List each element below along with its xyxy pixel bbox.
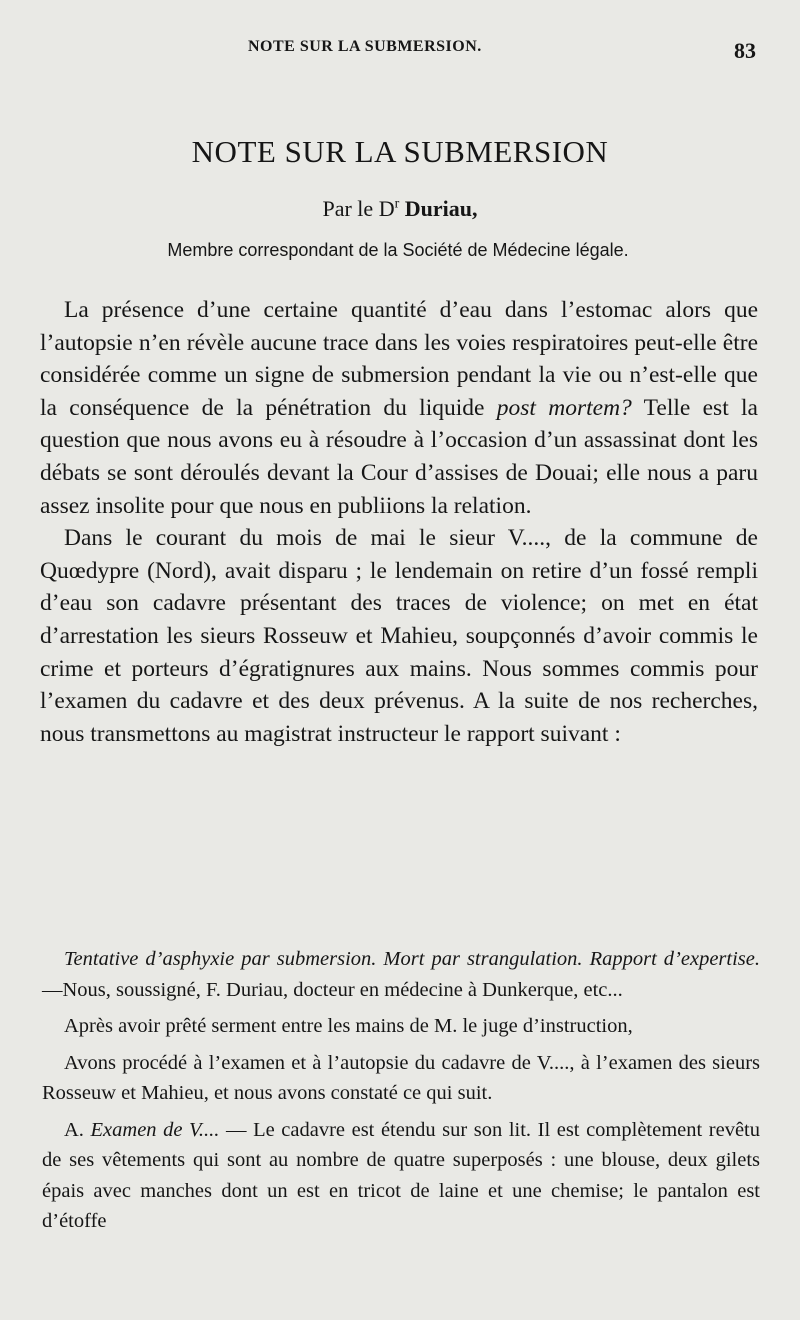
author-name: Duriau, bbox=[404, 196, 478, 221]
report-heading-text: —Nous, soussigné, F. Duriau, docteur en médecine à Dunkerque, etc... bbox=[42, 978, 623, 1001]
paragraph-2: Dans le courant du mois de mai le sieur V...., de la commune de Quœdypre (Nord), avait disparu ; le lendemain on retire d’un fossé rempli d’eau son cadavre présentant des traces de violence; on met en état d’arrestation les sieurs Rosseuw et Mahieu, soupçonnés d’avoir commis le crime et porteurs d’égratignures aux mains. Nous sommes commis pour l’examen du cadavre et des deux prévenus. A la suite de nos recherches, nous transmettons au magistrat instructeur le rapport suivant : bbox=[40, 525, 758, 747]
report-paragraph-4 bbox=[42, 1115, 760, 1237]
p1-text-b: Telle est la question que nous avons eu à résoudre à l’occasion d’un assassinat dont les débats se sont déroulés devant la Cour d’assises de Douai; elle nous a paru assez insolite pour que nous en publiions la relation. bbox=[40, 394, 758, 519]
expert-report bbox=[42, 944, 760, 1237]
section-label: A. bbox=[64, 1118, 84, 1141]
author-affiliation: Membre correspondant de la Société de Médecine légale. bbox=[167, 240, 629, 260]
p1-text-a: La présence d’une certaine quantité d’eau dans l’estomac alors que l’autopsie n’en révèle aucune trace dans les voies respiratoires peut-elle être considérée comme un signe de submersion pendant la vie ou n’est-elle que la conséquence de la pénétration du liquide bbox=[40, 297, 758, 421]
article-title: NOTE SUR LA SUBMERSION bbox=[191, 134, 609, 169]
byline bbox=[0, 196, 800, 222]
running-head: NOTE SUR LA SUBMERSION. bbox=[248, 38, 482, 55]
byline-sup: r bbox=[394, 196, 400, 212]
paragraph-1 bbox=[40, 294, 758, 522]
report-paragraph-3: Avons procédé à l’examen et à l’autopsie du cadavre de V...., à l’examen des sieurs Rosseuw et Mahieu, et nous avons constaté ce qui suit. bbox=[42, 1051, 760, 1104]
page-number: 83 bbox=[734, 38, 756, 63]
article-body bbox=[40, 294, 758, 750]
report-heading bbox=[42, 944, 760, 1005]
report-paragraph-2: Après avoir prêté serment entre les mains de M. le juge d’instruction, bbox=[64, 1015, 633, 1037]
p1-italic: post mortem? bbox=[496, 394, 632, 421]
section-title: Examen de V.... bbox=[90, 1118, 220, 1141]
byline-prefix: Par le D bbox=[322, 196, 395, 221]
section-text: — Le cadavre est étendu sur son lit. Il est complètement revêtu de ses vêtements qui sont au nombre de quatre superposés : une blouse, deux gilets épais avec manches dont un est en tricot de laine et une chemise; le pantalon est d’étoffe bbox=[42, 1118, 761, 1232]
report-heading-italic: Tentative d’asphyxie par submersion. Mort par strangulation. Rapport d’expertise. bbox=[64, 948, 760, 970]
